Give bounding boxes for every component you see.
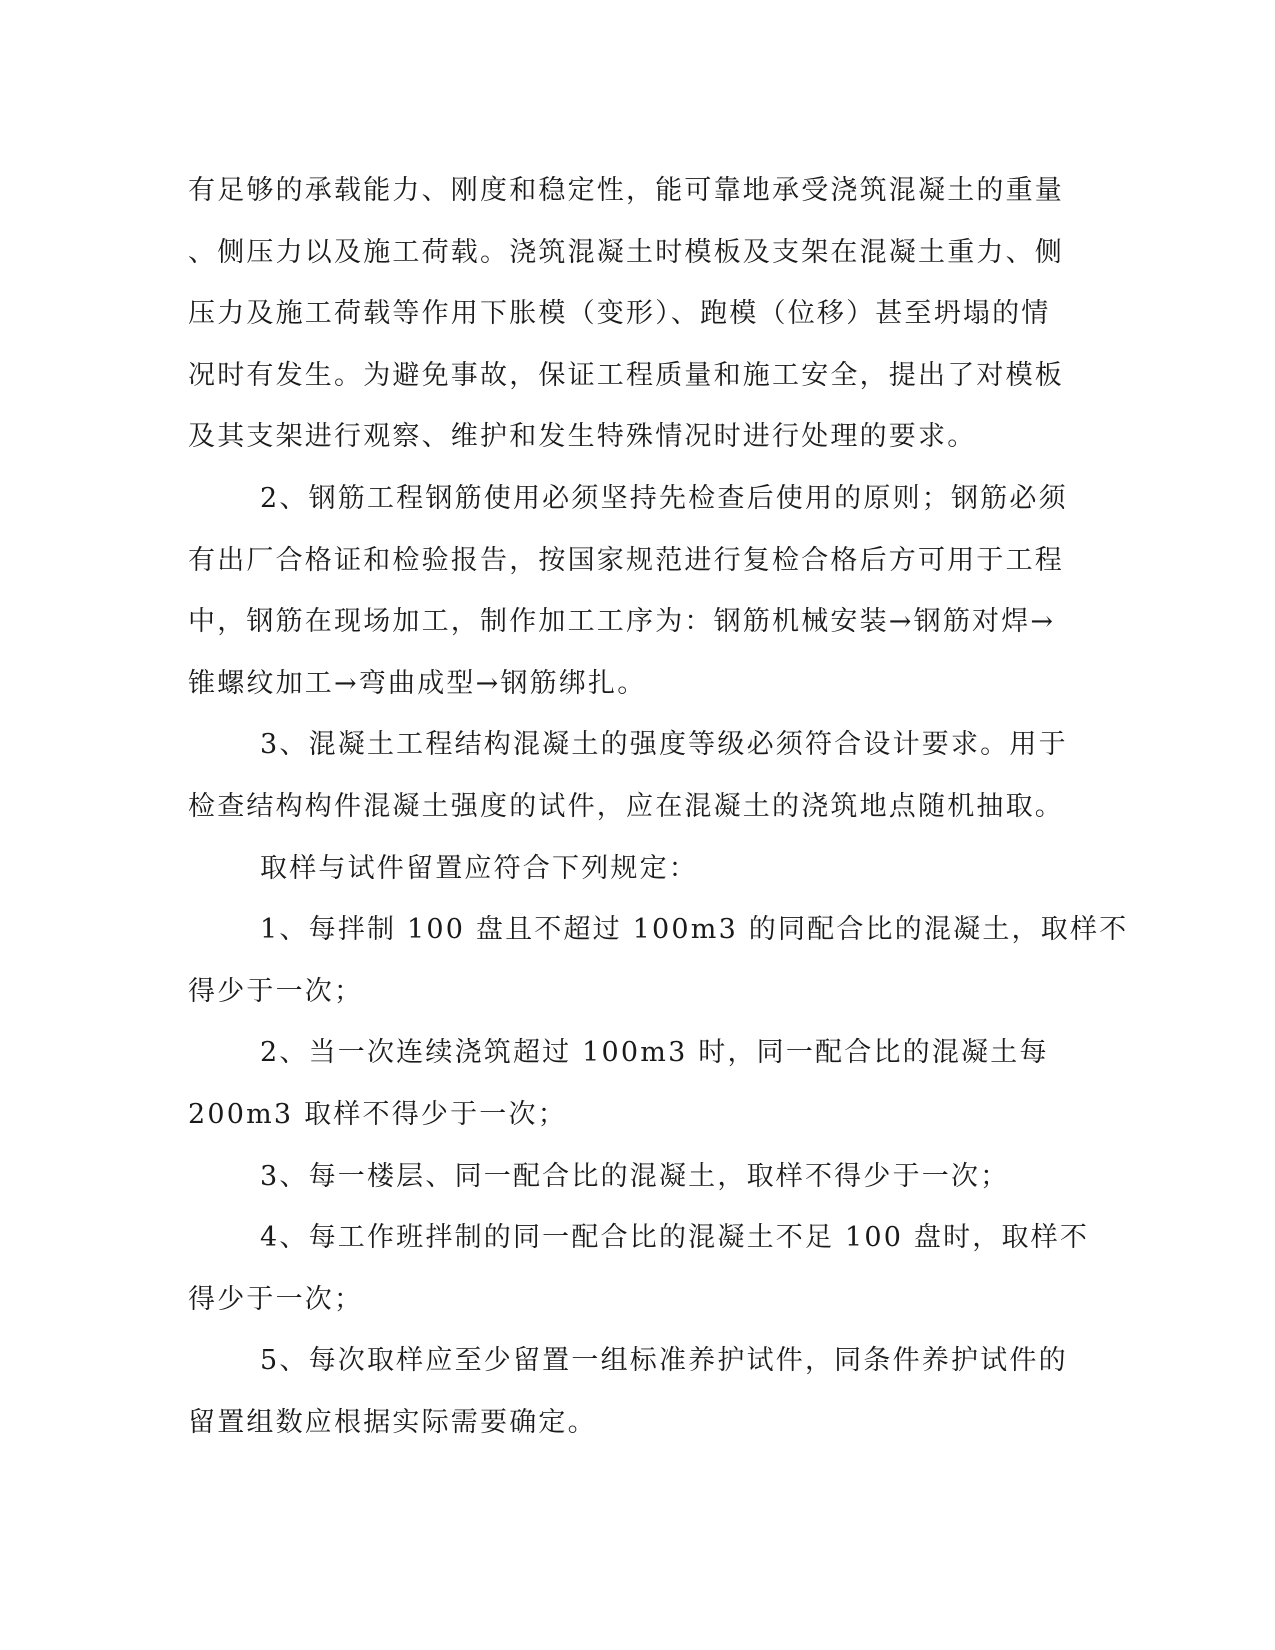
text-line: 5、每次取样应至少留置一组标准养护试件，同条件养护试件的 [260, 1345, 1068, 1377]
text-line: 锥螺纹加工→弯曲成型→钢筋绑扎。 [188, 667, 647, 699]
text-line: 检查结构构件混凝土强度的试件，应在混凝土的浇筑地点随机抽取。 [188, 790, 1064, 822]
text-line: 及其支架进行观察、维护和发生特殊情况时进行处理的要求。 [188, 421, 977, 453]
text-line: 况时有发生。为避免事故，保证工程质量和施工安全，提出了对模板 [188, 359, 1064, 391]
text-line: 有足够的承载能力、刚度和稳定性，能可靠地承受浇筑混凝土的重量 [188, 175, 1064, 206]
text-line: 2、当一次连续浇筑超过 100m3 时，同一配合比的混凝土每 [260, 1037, 1049, 1069]
text-line: 压力及施工荷载等作用下胀模（变形）、跑模（位移）甚至坍塌的情 [188, 298, 1051, 330]
document-body [188, 160, 1129, 1453]
text-line: 得少于一次； [188, 975, 364, 1007]
text-line: 、侧压力以及施工荷载。浇筑混凝土时模板及支架在混凝土重力、侧 [188, 236, 1064, 268]
text-line: 4、每工作班拌制的同一配合比的混凝土不足 100 盘时，取样不 [260, 1222, 1090, 1254]
text-line: 中，钢筋在现场加工，制作加工工序为：钢筋机械安装→钢筋对焊→ [188, 606, 1056, 638]
text-line: 3、每一楼层、同一配合比的混凝土，取样不得少于一次； [260, 1160, 1010, 1192]
text-line: 1、每拌制 100 盘且不超过 100m3 的同配合比的混凝土，取样不 [260, 914, 1129, 946]
text-line: 200m3 取样不得少于一次； [188, 1098, 567, 1130]
text-line: 得少于一次； [188, 1283, 364, 1315]
text-line: 有出厂合格证和检验报告，按国家规范进行复检合格后方可用于工程 [188, 544, 1064, 576]
text-line: 留置组数应根据实际需要确定。 [188, 1406, 597, 1438]
text-line: 取样与试件留置应符合下列规定： [260, 852, 698, 884]
text-line: 2、钢筋工程钢筋使用必须坚持先检查后使用的原则；钢筋必须 [260, 482, 1068, 514]
text-line: 3、混凝土工程结构混凝土的强度等级必须符合设计要求。用于 [260, 729, 1068, 761]
